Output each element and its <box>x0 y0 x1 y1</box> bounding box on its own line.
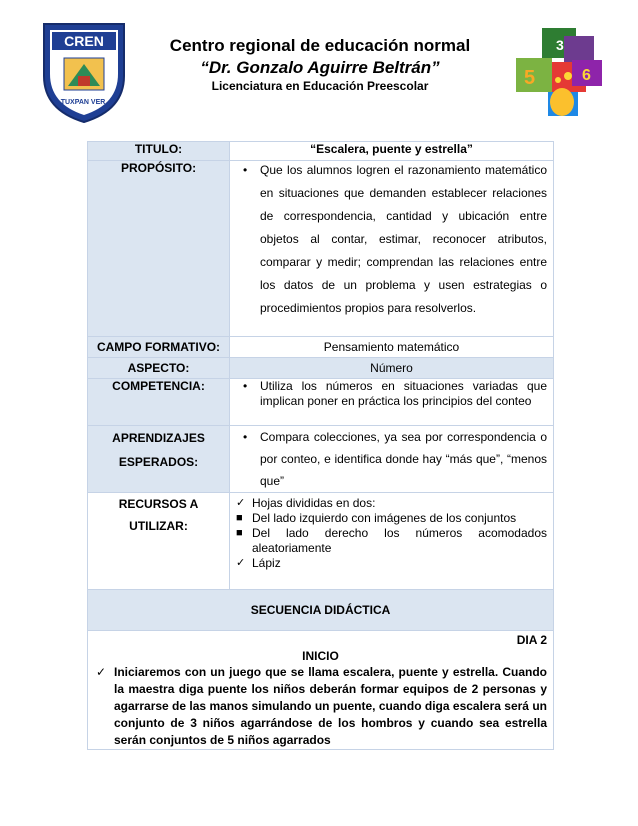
recurso-item: ✓ Lápiz <box>236 556 281 570</box>
sequence-text: Iniciaremos con un juego que se llama escalera, puente y estrella. Cuando la maestra diga puente los niños deberán formar equipos de 2 personas y agarrarse de las manos simulando un puente, cuando diga escalera será un conjunto de 3 niños agarrándose de los hombros y cuando sea estrella serán conjuntos de 5 niños agarrados <box>114 665 547 747</box>
career-name: Licenciatura en Educación Preescolar <box>211 79 429 93</box>
svg-text:3: 3 <box>556 37 564 53</box>
competencia-value: • Utiliza los números en situaciones variadas que implican poner en práctica los principios del conteo <box>230 379 553 409</box>
day-label: DIA 2 <box>516 633 547 647</box>
check-icon: ✓ <box>236 557 246 569</box>
row-proposito <box>88 161 554 337</box>
aprendizajes-value: • Compara colecciones, ya sea por correspondencia o por conteo, e identifica donde hay “más que”, “menos que” <box>230 426 553 492</box>
square-bullet-icon: ■ <box>236 527 243 539</box>
proposito-value: • Que los alumnos logren el razonamiento matemático en situaciones que demanden establecer relaciones de correspondencia, cantidad y ubicación entre objetos al contar, estimar, reconocer atributos, comparar y medir; comprendan las relaciones entre los datos de un problema y usen estrategias o procedimientos propios para resolverlos. <box>230 159 553 320</box>
row-secuencia-body <box>88 631 554 750</box>
aspecto-label: ASPECTO: <box>88 358 230 379</box>
recursos-label-line2: UTILIZAR: <box>129 519 188 533</box>
square-bullet-icon: ■ <box>236 512 243 524</box>
row-aprendizajes <box>88 426 554 493</box>
institution-name: “Dr. Gonzalo Aguirre Beltrán” <box>200 58 440 77</box>
svg-text:5: 5 <box>524 67 536 89</box>
row-recursos <box>88 493 554 590</box>
campo-label: CAMPO FORMATIVO: <box>88 337 230 358</box>
recurso-item: ■ Del lado derecho los números acomodados aleatoriamente <box>236 526 547 555</box>
titulo-label: TITULO: <box>88 142 230 161</box>
row-secuencia-head <box>88 590 554 631</box>
svg-text:6: 6 <box>582 67 591 84</box>
numbers-blocks-logo <box>510 22 610 120</box>
campo-value: Pensamiento matemático <box>230 337 554 358</box>
aprendizajes-label-line2: ESPERADOS: <box>118 455 199 469</box>
aprendizajes-label-line1: APRENDIZAJES <box>112 431 205 445</box>
aspecto-value: Número <box>230 358 554 379</box>
check-icon: ✓ <box>236 497 246 509</box>
recurso-item: ✓ Hojas divididas en dos: <box>236 496 376 510</box>
check-icon: ✓ <box>96 665 107 679</box>
titulo-value: “Escalera, puente y estrella” <box>230 142 554 161</box>
competencia-label: COMPETENCIA: <box>88 379 230 426</box>
inicio-heading: INICIO <box>302 649 339 663</box>
row-campo <box>88 337 554 358</box>
cren-logo <box>38 18 130 124</box>
row-aspecto <box>88 358 554 379</box>
row-titulo <box>88 142 554 161</box>
recursos-label-line1: RECURSOS A <box>118 497 199 511</box>
lesson-plan-table <box>87 141 554 750</box>
secuencia-title: SECUENCIA DIDÁCTICA <box>88 590 554 631</box>
logo-bottom-text: TUXPAN VER. <box>60 99 108 106</box>
logo-cren-text: CREN <box>64 33 104 49</box>
proposito-label: PROPÓSITO: <box>88 161 230 337</box>
row-competencia <box>88 379 554 426</box>
institution-title: Centro regional de educación normal <box>169 36 471 55</box>
recurso-item: ■ Del lado izquierdo con imágenes de los conjuntos <box>236 511 517 525</box>
